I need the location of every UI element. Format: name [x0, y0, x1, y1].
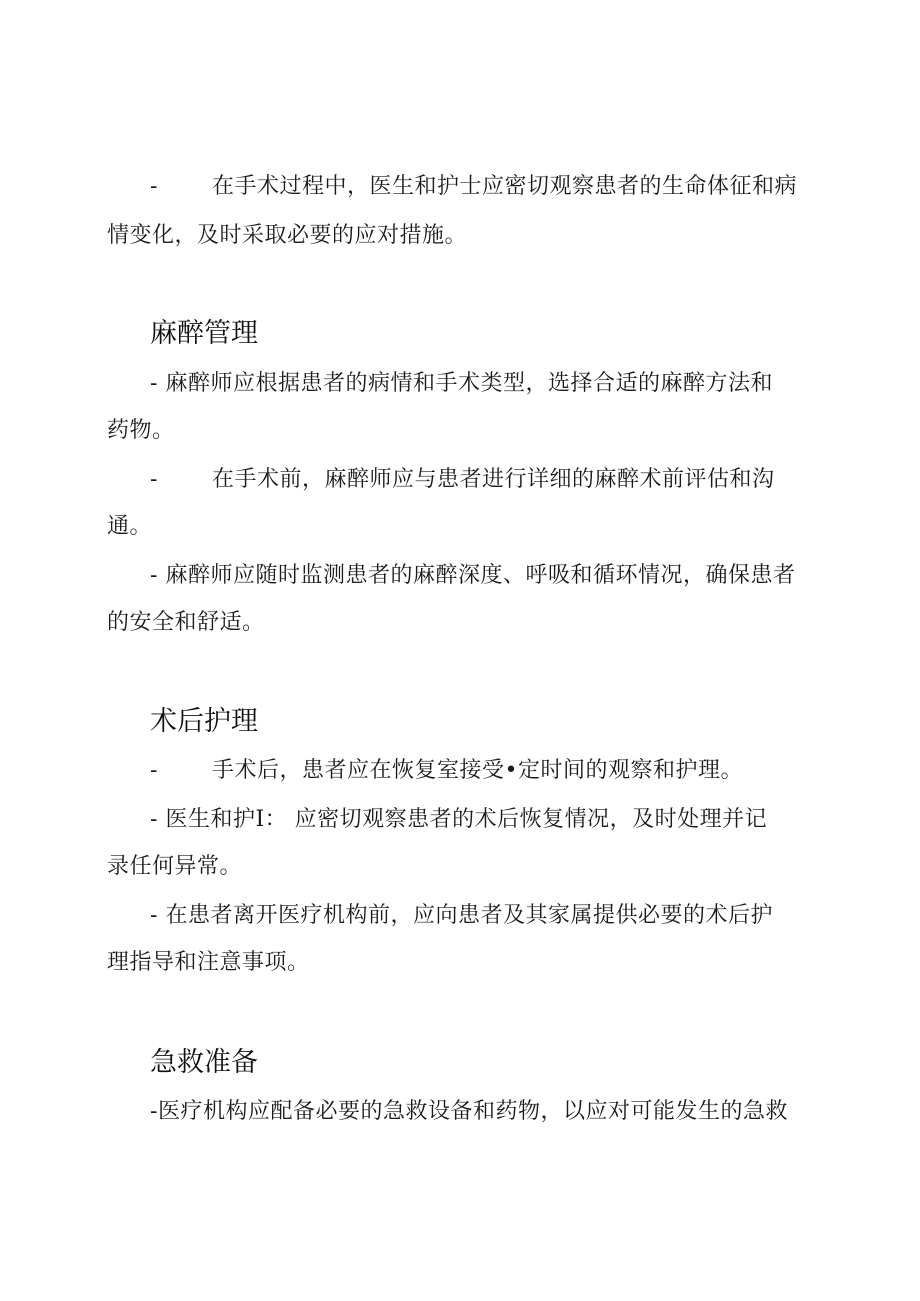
paragraph-text: 药物。: [107, 418, 175, 443]
list-dash: -: [150, 758, 158, 783]
list-dash: -: [150, 563, 158, 588]
paragraph-line: [150, 805, 767, 835]
paragraph-line: [107, 221, 467, 251]
paragraph-text: 理指导和注意事项。: [107, 950, 310, 975]
paragraph-text: 医疗机构应配备必要的急救设备和药物，以应对可能发生的急救: [157, 1099, 788, 1124]
section-heading-postop: 术后护理: [150, 706, 258, 737]
paragraph-text: 麻醉师应随时监测患者的麻醉深度、呼吸和循环情况，确保患者: [165, 563, 796, 588]
paragraph-line: [150, 561, 795, 591]
paragraph-text: 在手术前，麻醉师应与患者进行详细的麻醉术前评估和沟: [212, 467, 775, 492]
paragraph-line: [107, 416, 175, 446]
paragraph-text: 情变化，及时采取必要的应对措施。: [107, 223, 468, 248]
paragraph-line: [150, 172, 797, 202]
paragraph-text: 的安全和舒适。: [107, 610, 265, 635]
paragraph-text: 通。: [107, 514, 153, 539]
paragraph-text: 在手术过程中，医生和护士应密切观察患者的生命体征和病: [212, 174, 798, 199]
paragraph-line: [150, 369, 773, 399]
paragraph-line: [107, 608, 265, 638]
paragraph-line: [150, 465, 775, 495]
section-heading-emergency: 急救准备: [150, 1047, 258, 1078]
paragraph-line: [150, 1097, 788, 1127]
paragraph-line: [107, 852, 242, 882]
section-heading-anesthesia: 麻醉管理: [150, 318, 258, 349]
list-dash: -: [150, 807, 158, 832]
paragraph-text: 在患者离开医疗机构前，应向患者及其家属提供必要的术后护: [165, 903, 773, 928]
list-dash: -: [150, 467, 158, 492]
paragraph-line: [107, 948, 310, 978]
list-dash: -: [150, 371, 158, 396]
list-dash: -: [150, 903, 158, 928]
list-dash: -: [150, 1099, 158, 1124]
paragraph-text: 麻醉师应根据患者的病情和手术类型，选择合适的麻醉方法和: [165, 371, 773, 396]
paragraph-line: [150, 901, 773, 931]
list-dash: -: [150, 174, 158, 199]
paragraph-line: [150, 756, 743, 786]
paragraph-text: 录任何异常。: [107, 854, 243, 879]
paragraph-line: [107, 512, 152, 542]
paragraph-text: 医生和护I： 应密切观察患者的术后恢复情况，及时处理并记: [165, 807, 768, 832]
paragraph-text: 手术后，患者应在恢复室接受•定时间的观察和护理。: [212, 758, 743, 783]
